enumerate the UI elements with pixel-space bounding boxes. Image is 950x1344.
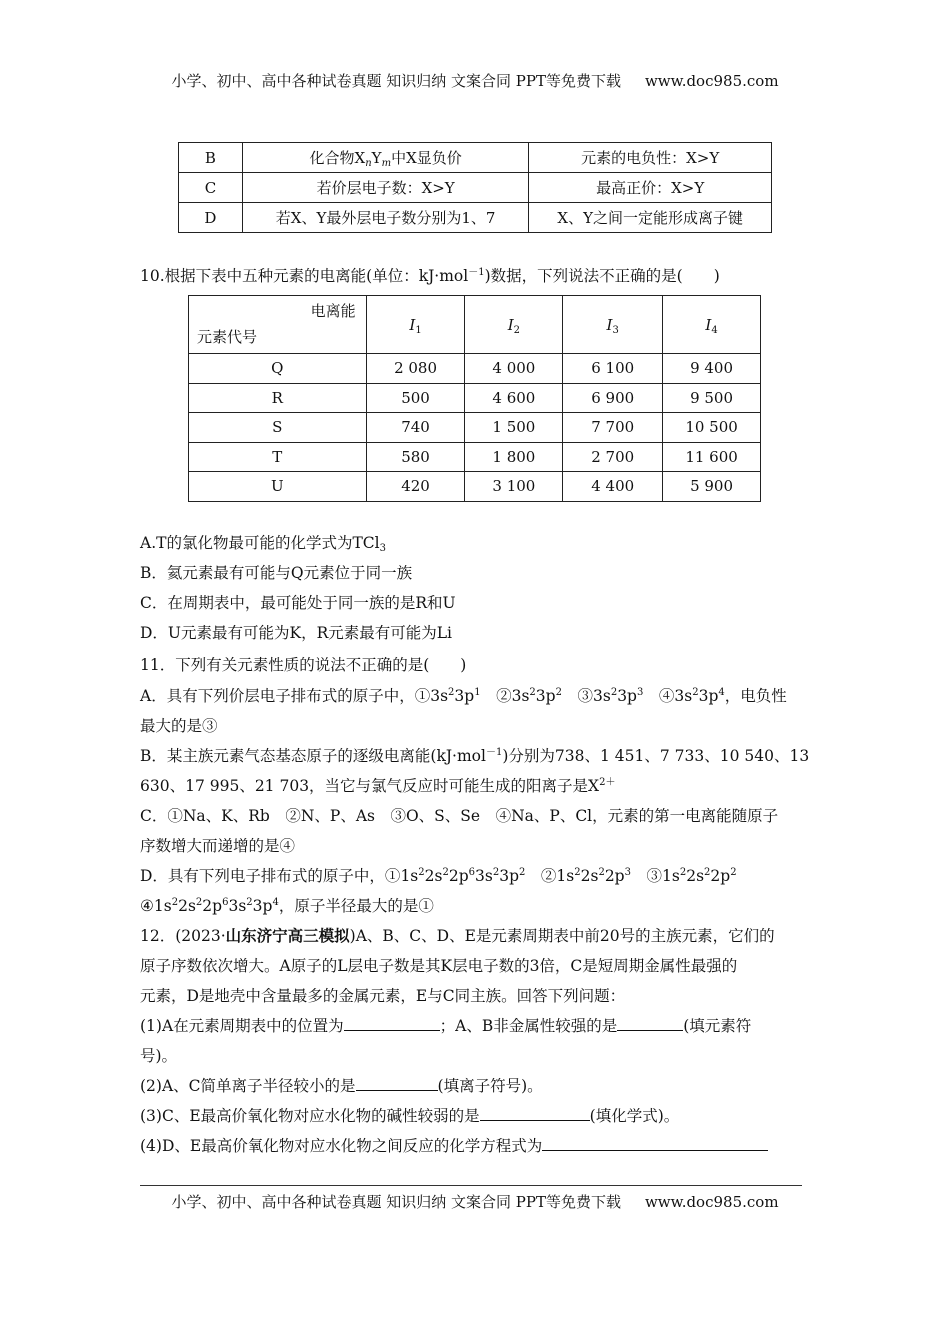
table-row	[189, 354, 761, 384]
cell-value: 11 600	[663, 442, 761, 472]
cell-value: 500	[366, 383, 465, 413]
table-header-row	[189, 296, 761, 354]
q10-option-b: B．氦元素最有可能与Q元素位于同一族	[140, 564, 413, 582]
row-label: B	[179, 143, 243, 173]
cell-value: 1 500	[465, 413, 563, 443]
table-row	[179, 173, 772, 203]
footer-site-link[interactable]: www.doc985.com	[644, 1193, 779, 1211]
table-row	[189, 413, 761, 443]
footer-divider	[140, 1185, 802, 1186]
q11-option-d-line1: D．具有下列电子排布式的原子中，$①1s^22s^22p^63s^23p^2$ $②1s^22s^22p^3$ $③1s^22s^22p^2$	[140, 867, 737, 885]
options-table	[178, 142, 772, 233]
table-row	[189, 472, 761, 502]
cell-value: 10 500	[663, 413, 761, 443]
row-result: 元素的电负性：X>Y	[529, 143, 772, 173]
q12-stem-line1: 12．(2023·山东济宁高三模拟)A、B、C、D、E是元素周期表中前20号的主族元素，它们的	[140, 926, 775, 945]
q11-option-a-line2: 最大的是③	[140, 717, 218, 735]
cell-value: 2 080	[366, 354, 465, 384]
element-code: S	[189, 413, 367, 443]
cell-value: 4 000	[465, 354, 563, 384]
row-condition: 化合物$X_nY_m$中X显负价	[242, 143, 529, 173]
row-result: 最高正价：X>Y	[529, 173, 772, 203]
q12-part2: (2)A、C简单离子半径较小的是 (填离子符号)。	[140, 1077, 543, 1095]
q11-option-b-line1: B．某主族元素气态基态原子的逐级电离能(kJ·mol$^{-1}$)分别为738、1 451、7 733、10 540、13	[140, 747, 810, 765]
q10-option-a: A.T的氯化物最可能的化学式为TCl$_3$	[140, 534, 386, 554]
row-condition: 若X、Y最外层电子数分别为1、7	[242, 203, 529, 233]
q10-option-d: D．U元素最有可能为K，R元素最有可能为Li	[140, 624, 452, 642]
header-top-label: 电离能	[310, 302, 356, 320]
page-header	[0, 70, 950, 91]
header-site-link[interactable]: www.doc985.com	[644, 72, 779, 90]
footer-text: 小学、初中、高中各种试卷真题 知识归纳 文案合同 PPT等免费下载	[171, 1193, 621, 1211]
header-text: 小学、初中、高中各种试卷真题 知识归纳 文案合同 PPT等免费下载	[171, 72, 621, 90]
header-bottom-label: 元素代号	[197, 328, 258, 346]
cell-value: 7 700	[563, 413, 663, 443]
col-header-i4: $I_4$	[663, 296, 761, 354]
cell-value: 740	[366, 413, 465, 443]
cell-value: 6 100	[563, 354, 663, 384]
answer-blank[interactable]	[617, 1016, 683, 1031]
q11-option-c-line1: C．①Na、K、Rb ②N、P、As ③O、S、Se ④Na、P、Cl，元素的第一电离能随原子	[140, 807, 779, 825]
cell-value: 6 900	[563, 383, 663, 413]
element-code: U	[189, 472, 367, 502]
q10-stem: 10.根据下表中五种元素的电离能(单位：kJ·mol$^{-1}$)数据，下列说法不正确的是( )	[140, 267, 720, 285]
cell-value: 420	[366, 472, 465, 502]
q11-option-a-line1: A．具有下列价层电子排布式的原子中，$①3s^23p^1$ $②3s^23p^2$ $③3s^23p^3$ $④3s^23p^4$，电负性	[140, 687, 787, 705]
header-corner	[189, 296, 367, 354]
q12-part1-cont: 号)。	[140, 1047, 178, 1065]
q12-stem-line3: 元素，D是地壳中含量最多的金属元素，E与C同主族。回答下列问题：	[140, 987, 626, 1005]
element-code: R	[189, 383, 367, 413]
table-row	[189, 383, 761, 413]
element-code: T	[189, 442, 367, 472]
element-code: Q	[189, 354, 367, 384]
cell-value: 4 600	[465, 383, 563, 413]
col-header-i1: $I_1$	[366, 296, 465, 354]
cell-value: 2 700	[563, 442, 663, 472]
answer-blank[interactable]	[344, 1016, 440, 1031]
q11-option-b-line2: 630、17 995、21 703，当它与氯气反应时可能生成的阳离子是$X^{2+}$	[140, 777, 616, 795]
ionization-energy-table	[188, 295, 761, 502]
cell-value: 1 800	[465, 442, 563, 472]
q12-part3: (3)C、E最高价氧化物对应水化物的碱性较弱的是 (填化学式)。	[140, 1107, 680, 1125]
q11-stem: 11．下列有关元素性质的说法不正确的是( )	[140, 656, 467, 674]
q12-part1: (1)A在元素周期表中的位置为 ；A、B非金属性较强的是 (填元素符	[140, 1017, 752, 1035]
col-header-i2: $I_2$	[465, 296, 563, 354]
cell-value: 580	[366, 442, 465, 472]
q12-part4: (4)D、E最高价氧化物对应水化物之间反应的化学方程式为	[140, 1136, 768, 1156]
row-label: C	[179, 173, 243, 203]
cell-value: 3 100	[465, 472, 563, 502]
row-condition: 若价层电子数：X>Y	[242, 173, 529, 203]
cell-value: 4 400	[563, 472, 663, 502]
table-row	[189, 442, 761, 472]
col-header-i3: $I_3$	[563, 296, 663, 354]
answer-blank[interactable]	[480, 1106, 590, 1121]
table-row	[179, 143, 772, 173]
q10-option-c: C．在周期表中，最可能处于同一族的是R和U	[140, 594, 456, 612]
answer-blank[interactable]	[356, 1076, 438, 1091]
page-footer	[0, 1191, 950, 1212]
cell-value: 9 500	[663, 383, 761, 413]
table-row	[179, 203, 772, 233]
q11-option-c-line2: 序数增大而递增的是④	[140, 837, 296, 855]
q12-stem-line2: 原子序数依次增大。A原子的L层电子数是其K层电子数的3倍，C是短周期金属性最强的	[140, 957, 738, 975]
cell-value: 5 900	[663, 472, 761, 502]
answer-blank[interactable]	[542, 1136, 768, 1151]
q11-option-d-line2: $④1s^22s^22p^63s^23p^4$，原子半径最大的是①	[140, 897, 434, 915]
cell-value: 9 400	[663, 354, 761, 384]
row-label: D	[179, 203, 243, 233]
row-result: X、Y之间一定能形成离子键	[529, 203, 772, 233]
